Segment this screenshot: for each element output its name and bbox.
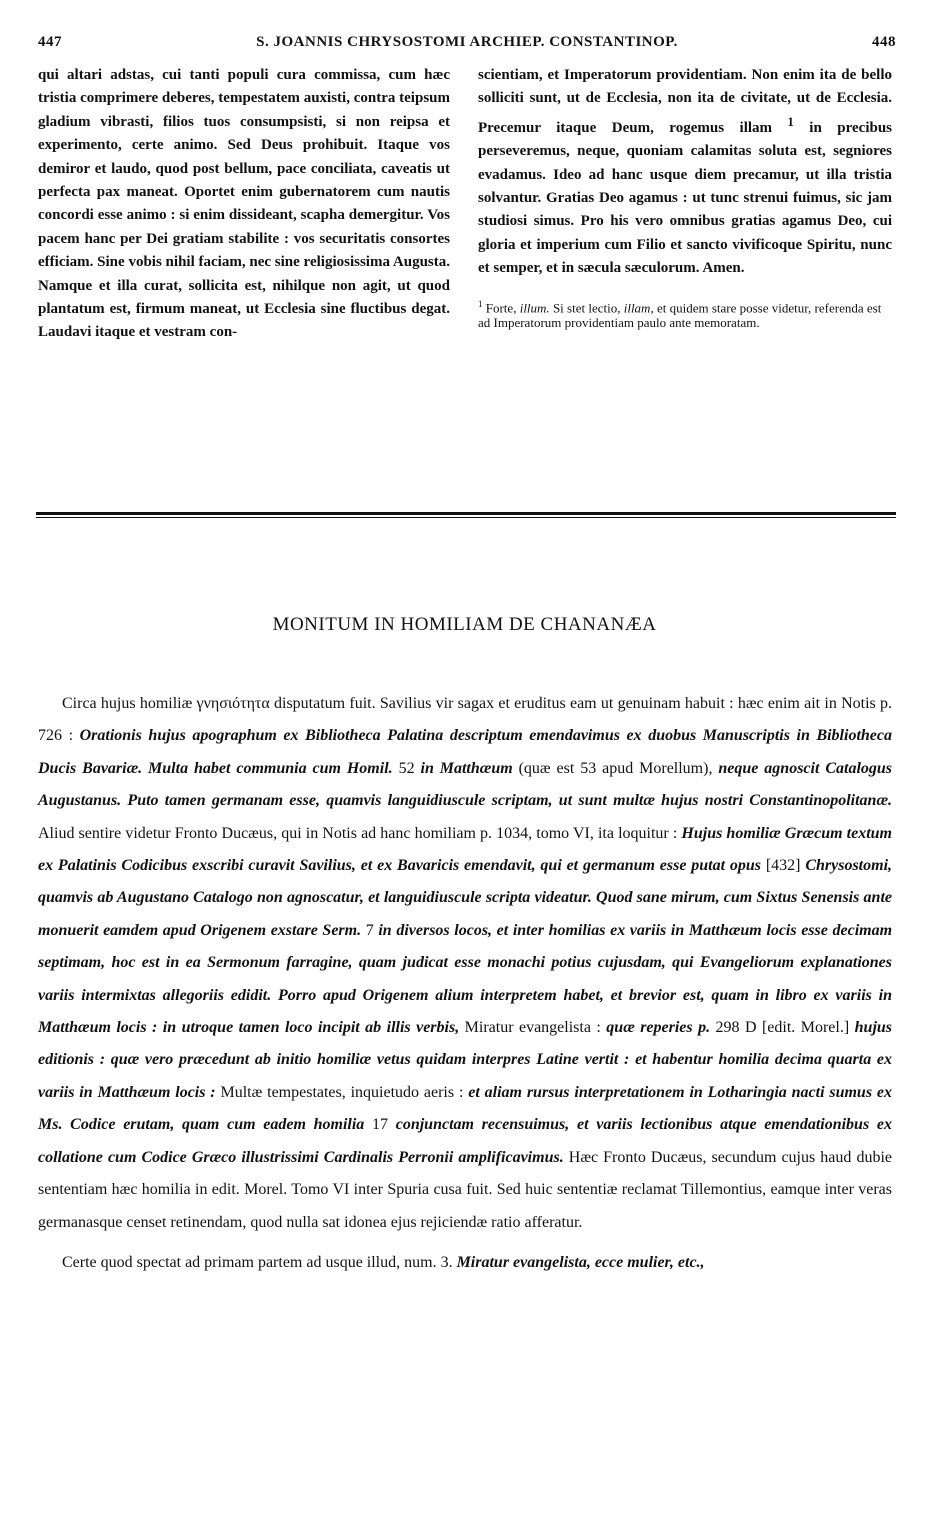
italic-run: in Matthæum (420, 759, 513, 777)
italic-run: in diversos locos, et inter homilias ex variis in Matthæum locis esse decimam septimam, hoc est in ea Sermonum farragine, quam judicat esse monachi potius cujusdam, qui Evangeliorum explanationes variis intermixtas allegoriis edidit. Porro apud Origenem alium interpretem habet, et brevior est, quam in libro ex variis in Matthæum locis : in utroque tamen loco incipit ab illis verbis, (38, 921, 893, 1037)
footnote-text-a: Forte, (485, 299, 517, 315)
text-run: Hæc Fronto Ducæus, secundum cujus haud dubie sententiam hæc homilia in edit. Morel. Tomo VI inter Spuria cusa fuit. Sed huic sententiæ reclamat Tillemontius, eamque inter veras germanasque censet retinendam, quod nulla sat idonea ejus rejiciendæ ratio afferatur. (38, 1148, 892, 1231)
text-run: Miratur evangelista : (459, 1019, 607, 1037)
text-run: Aliud sentire videtur Fronto Ducæus, qui in Notis ad hanc homiliam p. 1034, tomo VI, ita loquitur : (38, 824, 682, 842)
italic-run: Hujus homiliæ Græcum textum ex Palatinis Codicibus exscribi curavit Savilius, et ex Bavaricis emendavit, qui et germanum esse putat opus (38, 824, 893, 875)
text-run: Certe quod spectat ad primam partem ad usque illud, num. 3. (62, 1253, 457, 1271)
italic-run: quæ reperies p. (606, 1019, 711, 1037)
footnote-text-b: Si stet lectio, (552, 299, 621, 315)
column-right (478, 64, 892, 331)
page-number-right: 448 (872, 34, 896, 50)
monitum-body (38, 688, 892, 1279)
monitum-paragraph-1 (38, 688, 892, 1239)
section-divider (36, 512, 896, 518)
column-right-text (478, 64, 892, 281)
column-left-text: qui altari adstas, cui tanti populi cura commissa, cum hæc tristia comprimere deberes, tempestatem auxisti, contra teipsum gladium vibrasti, filios tuos consumpsisti, si non reipsa et experimento, certe animo. Sed Deus prohibuit. Itaque vos demiror et laudo, quod post bellum, pace conciliata, caveatis ut perfecta pax maneat. Oportet enim gubernatorem cum nautis concordi esse animo : si enim dissideant, scapha demergitur. Vos pacem hanc per Dei gratiam stabilite : vos securitatis consortes efficiam. Sine vobis nihil faciam, nec sine religiosissima Augusta. Namque et illa curat, sollicita est, nihilque non agit, ut quod plantatum est, firmum maneat, ut Ecclesia sine fluctibus degat. Laudavi itaque et vestram con- (38, 67, 450, 341)
italic-run: Orationis hujus apographum ex Bibliotheca Palatina descriptum emendavimus ex duobus Manuscriptis in Bibliotheca Ducis Bavariæ. Multa habet communia cum Homil. (38, 727, 892, 777)
footnote-reference: 1 (787, 114, 794, 129)
divider-thick (36, 512, 896, 515)
monitum-paragraph-2 (38, 1247, 892, 1279)
running-title: S. JOANNIS CHRYSOSTOMI ARCHIEP. CONSTANTINOP. (256, 34, 678, 50)
text-run: [432] (761, 857, 806, 875)
text-run: 7 (361, 921, 379, 939)
italic-run: hujus editionis : quæ vero præcedunt ab initio homiliæ vetus quidam interpres Latine vertit : et habentur homilia decima quarta ex variis in Matthæum locis : (38, 1019, 893, 1101)
text-run: Multæ tempestates, inquietudo aeris : (215, 1083, 469, 1101)
text-run: 17 (364, 1116, 396, 1134)
italic-run: Miratur evangelista, ecce mulier, etc., (456, 1253, 705, 1271)
column-left (38, 64, 450, 345)
footnote (478, 297, 892, 331)
column-right-text-a: scientiam, et Imperatorum providentiam. Non enim ita de bello solliciti sunt, ut de Ecclesia, non ita de civitate, ut de Ecclesia. Precemur itaque Deum, rogemus illam (478, 67, 892, 136)
text-run: (quæ est 53 apud Morellum), (512, 759, 719, 777)
footnote-em-b: illam, (623, 299, 654, 315)
monitum-title: MONITUM IN HOMILIAM DE CHANANÆA (272, 614, 657, 635)
text-run: Circa hujus homiliæ γνησιότητα disputatum fuit. Savilius vir sagax et eruditus eam ut genuinam habuit : hæc enim ait in Notis p. 726 : (38, 695, 892, 745)
italic-run: Chrysostomi, quamvis ab Augustano Catalogo non agnoscatur, et languidiuscule scripta videatur. Quod sane mirum, cum Sixtus Senensis ante monuerit eamdem apud Origenem exstare Serm. (38, 857, 893, 939)
running-head (38, 34, 896, 56)
italic-run: neque agnoscit Catalogus Augustanus. Puto tamen germanam esse, quamvis languidiuscule scriptam, ut sunt multæ hujus nostri Constantinopolitanæ. (38, 759, 893, 810)
divider-thin (36, 517, 896, 518)
text-run: 52 (392, 759, 421, 777)
column-right-text-b: in precibus perseveremus, neque, quoniam calamitas soluta est, segniores evadamus. Ideo ad hanc usque diem precamur, ut illa tristia solvantur. Gratias Deo agamus : ut tunc strenui fuimus, sic jam studiosi simus. Pro his vero omnibus gratias agamus Deo, cui gloria et imperium cum Filio et sancto vivificoque Spiritu, nunc et semper, et in sæcula sæculorum. Amen. (478, 119, 893, 277)
footnote-text-c: et quidem stare posse videtur, referenda est ad Imperatorum providentiam paulo ante memoratam. (478, 299, 882, 331)
italic-run: et aliam rursus interpretationem in Lotharingia nacti sumus ex Ms. Codice erutam, quam cum eadem homilia (38, 1083, 893, 1134)
page-number-left: 447 (38, 34, 62, 50)
footnote-em-a: illum. (519, 299, 550, 315)
text-run: 298 D [edit. Morel.] (710, 1019, 855, 1037)
footnote-mark: 1 (478, 298, 483, 309)
italic-run: conjunctam recensuimus, et variis lectionibus atque emendationibus ex collatione cum Codice Græco illustrissimi Cardinalis Perronii amplificavimus. (38, 1116, 892, 1166)
